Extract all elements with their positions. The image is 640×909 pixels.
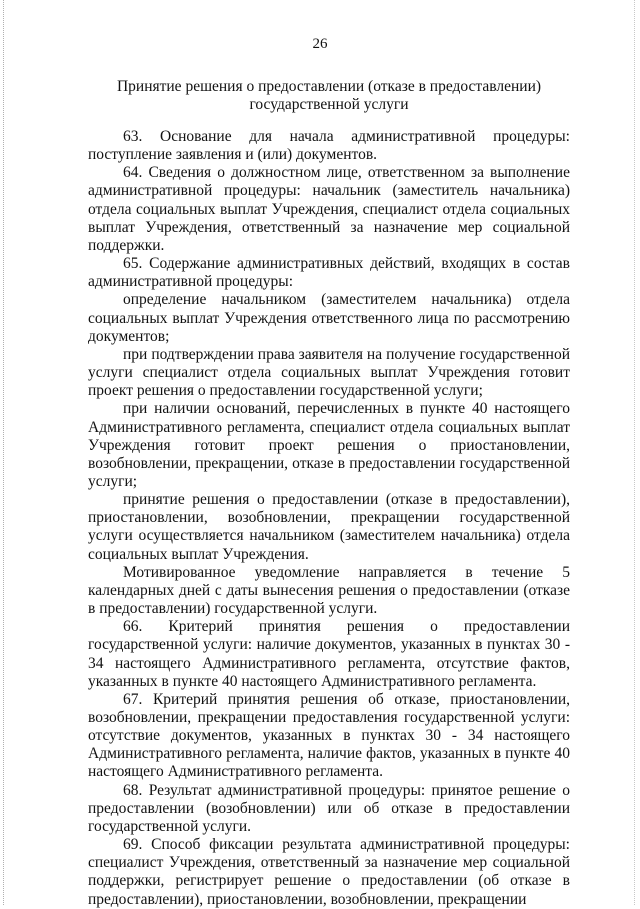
scan-edge-right — [634, 0, 636, 905]
paragraph-66: 66. Критерий принятия решения о предоставлении государственной услуги: наличие документов, указанных в пунктах 30 - 34 настоящего Административного регламента, отсутствие фактов, указанных в пункте 40 настоящего Административного регламента. — [88, 618, 570, 690]
paragraph-63: 63. Основание для начала административной процедуры: поступление заявления и (или) документов. — [88, 128, 570, 164]
paragraph-64: 64. Сведения о должностном лице, ответственном за выполнение административной процедуры: начальник (заместитель начальника) отдела социальных выплат Учреждения, специалист отдела социальных выплат Учреждения, ответственный за назначение мер социальной поддержки. — [88, 164, 570, 254]
section-title — [88, 78, 570, 114]
paragraph-69: 69. Способ фиксации результата административной процедуры: специалист Учреждения, ответственный за назначение мер социальной поддержки, регистрирует решение о предоставлении (об отказе в предоставлении), приостановлении, возобновлении, прекращении — [88, 836, 570, 908]
page-number: 26 — [312, 36, 328, 52]
document-body — [88, 128, 570, 909]
paragraph-notice: Мотивированное уведомление направляется в течение 5 календарных дней с даты вынесения решения о предоставлении (отказе в предоставлении) государственной услуги. — [88, 563, 570, 618]
paragraph-65: 65. Содержание административных действий, входящих в состав административной процедуры: — [88, 255, 570, 291]
scan-edge-left — [3, 0, 5, 905]
paragraph-65-item-2: при подтверждении права заявителя на получение государственной услуги специалист отдела социальных выплат Учреждения готовит проект решения о предоставлении государственной услуги; — [88, 345, 570, 400]
paragraph-65-item-1: определение начальником (заместителем начальника) отдела социальных выплат Учреждения ответственного лица по рассмотрению документов; — [88, 291, 570, 345]
paragraph-65-item-3: при наличии оснований, перечисленных в пункте 40 настоящего Административного регламента, специалист отдела социальных выплат Учреждения готовит проект решения о приостановлении, возобновлении, прекращении, отказе в предоставлении государственной услуги; — [88, 400, 570, 490]
paragraph-67: 67. Критерий принятия решения об отказе, приостановлении, возобновлении, прекращении предоставления государственной услуги: отсутствие документов, указанных в пунктах 30 - 34 настоящего Административного регламента, наличие фактов, указанных в пункте 40 настоящего Административного регламента. — [88, 690, 570, 781]
section-title-line-2: государственной услуги — [249, 96, 409, 113]
paragraph-65-item-4: принятие решения о предоставлении (отказе в предоставлении), приостановлении, возобновлении, прекращении государственной услуги осуществляется начальником (заместителем начальника) отдела социальных выплат Учреждения. — [88, 491, 570, 563]
paragraph-68: 68. Результат административной процедуры: принятое решение о предоставлении (возобновлении) или об отказе в предоставлении государственной услуги. — [88, 781, 570, 835]
section-title-line-1: Принятие решения о предоставлении (отказе в предоставлении) — [116, 78, 542, 95]
